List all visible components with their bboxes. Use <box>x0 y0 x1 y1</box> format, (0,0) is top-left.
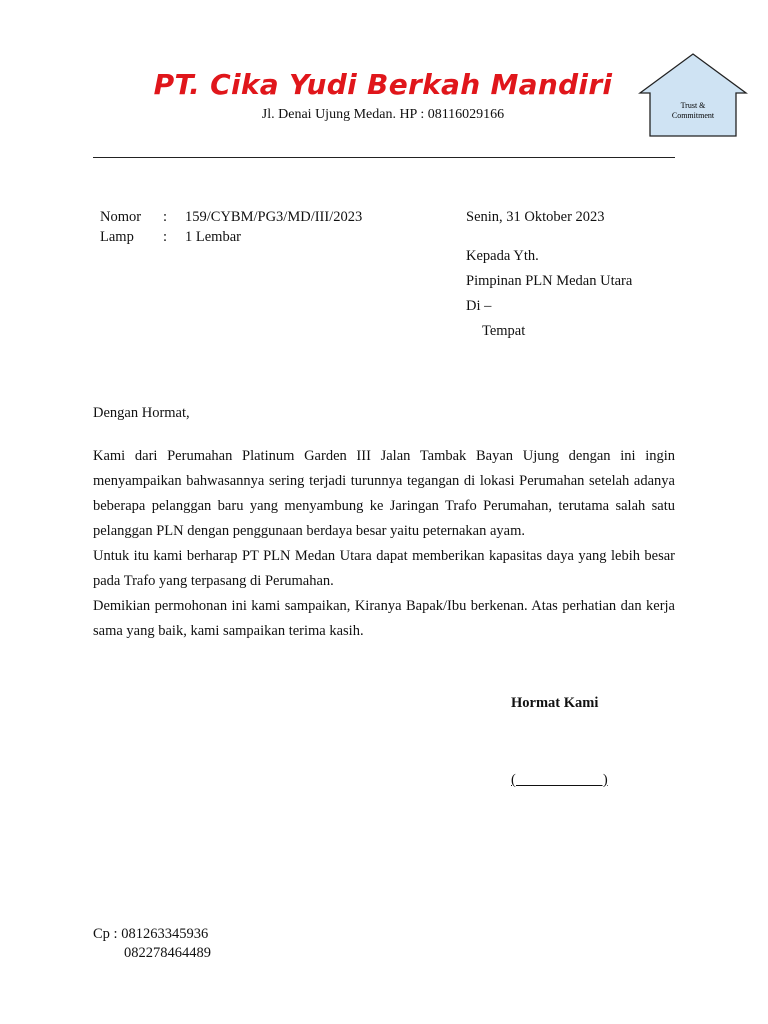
lamp-value: 1 Lembar <box>185 229 241 245</box>
closing-salutation: Hormat Kami <box>511 695 599 711</box>
logo-text-line1: Trust & <box>680 101 706 110</box>
company-address: Jl. Denai Ujung Medan. HP : 08116029166 <box>261 107 505 122</box>
recipient-line2: Pimpinan PLN Medan Utara <box>466 273 633 289</box>
greeting: Dengan Hormat, <box>93 405 190 421</box>
recipient-line4: Tempat <box>482 323 526 339</box>
lamp-label: Lamp <box>100 229 134 245</box>
recipient-line3: Di – <box>466 298 492 314</box>
recipient-line1: Kepada Yth. <box>466 248 539 264</box>
contact-phone-2: 082278464489 <box>124 945 211 961</box>
letter-body <box>93 444 675 644</box>
company-name: PT. Cika Yudi Berkah Mandiri <box>153 68 613 101</box>
logo-house-shape <box>640 54 746 136</box>
contact-phone-1: Cp : 081263345936 <box>93 926 209 942</box>
body-paragraph-3: Demikian permohonan ini kami sampaikan, Kiranya Bapak/Ibu berkenan. Atas perhatian dan kerja sama yang baik, kami sampaikan terima kasih. <box>93 598 675 639</box>
nomor-colon: : <box>163 209 168 225</box>
lamp-colon: : <box>163 229 168 245</box>
header-divider <box>93 157 675 158</box>
body-paragraph-1: Kami dari Perumahan Platinum Garden III Jalan Tambak Bayan Ujung dengan ini ingin menyampaikan bahwasannya sering terjadi turunnya tegangan di lokasi Perumahan setelah adanya beberapa pelanggan baru yang menyambung ke Jaringan Trafo Perumahan, terutama salah satu pelanggan PLN dengan penggunaan berdaya besar yaitu peternakan ayam. <box>93 448 675 539</box>
nomor-value: 159/CYBM/PG3/MD/III/2023 <box>185 209 363 225</box>
logo-text-line2: Commitment <box>671 111 715 120</box>
signature-line: ( ) <box>511 772 608 788</box>
body-paragraph-2: Untuk itu kami berharap PT PLN Medan Utara dapat memberikan kapasitas daya yang lebih besar pada Trafo yang terpasang di Perumahan. <box>93 548 675 589</box>
letter-date: Senin, 31 Oktober 2023 <box>466 209 605 225</box>
nomor-label: Nomor <box>100 209 142 225</box>
company-logo <box>638 52 748 138</box>
